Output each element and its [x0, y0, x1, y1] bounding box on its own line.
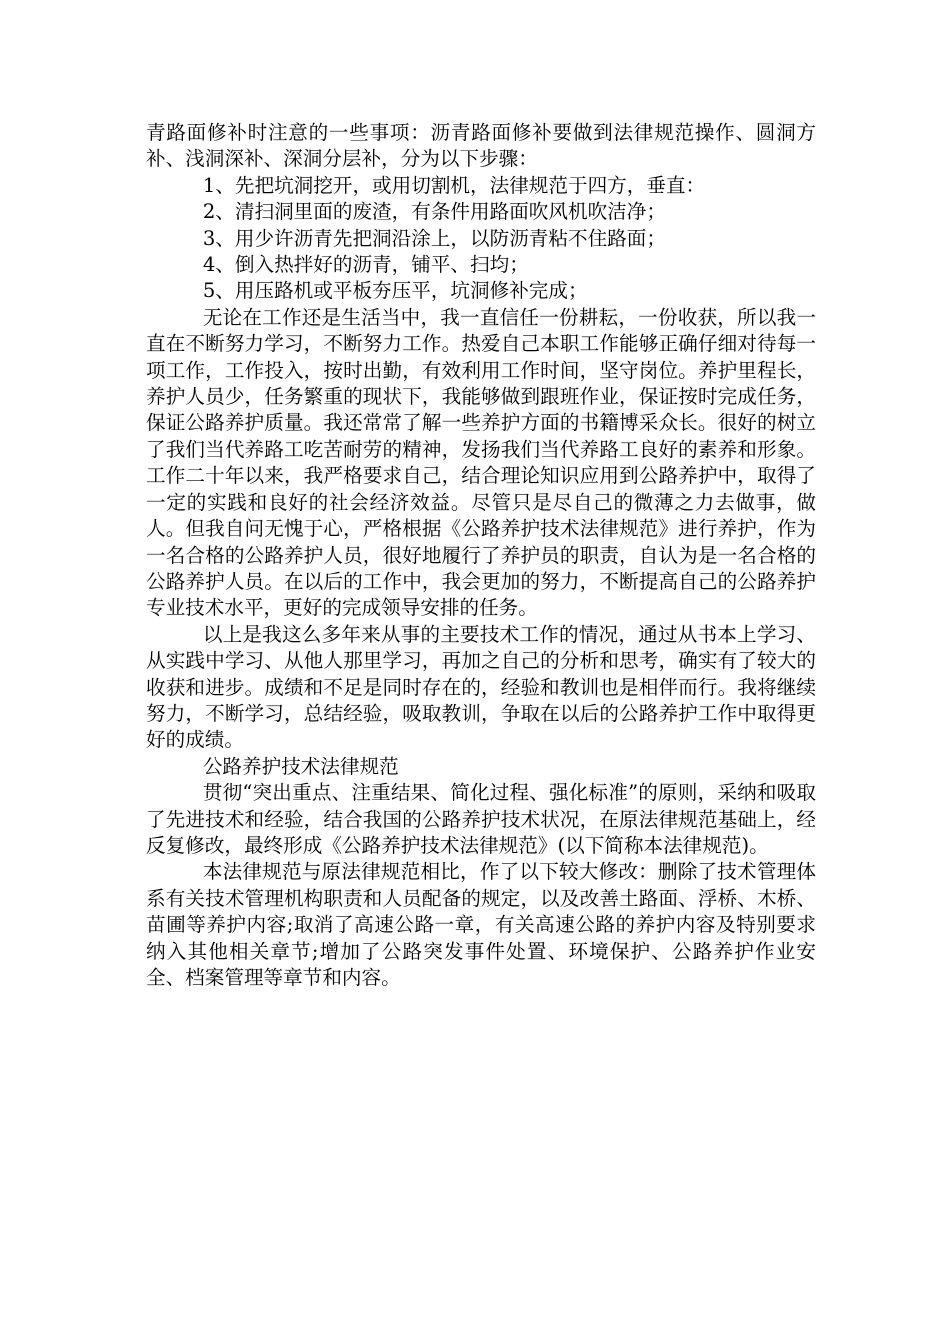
paragraph-principles: 贯彻“突出重点、注重结果、简化过程、强化标准”的原则，采纳和吸取了先进技术和经验，结合我国的公路养护技术状况，在原法律规范基础上，经反复修改，最终形成《公路养护技术法律规范》(以下简称本法律规范)。: [146, 781, 816, 857]
document-body: [146, 120, 816, 991]
step-5: 5、用压路机或平板夯压平，坑洞修补完成；: [202, 279, 588, 303]
paragraph-work-attitude: 无论在工作还是生活当中，我一直信任一份耕耘，一份收获，所以我一直在不断努力学习，不断努力工作。热爱自己本职工作能够正确仔细对待每一项工作，工作投入，按时出勤，有效利用工作时间，坚守岗位。养护里程长，养护人员少，任务繁重的现状下，我能够做到跟班作业，保证按时完成任务，保证公路养护质量。我还常常了解一些养护方面的书籍博采众长。很好的树立了我们当代养路工吃苦耐劳的精神，发扬我们当代养路工良好的素养和形象。工作二十年以来，我严格要求自己，结合理论知识应用到公路养护中，取得了一定的实践和良好的社会经济效益。尽管只是尽自己的微薄之力去做事，做人。但我自问无愧于心，严格根据《公路养护技术法律规范》进行养护，作为一名合格的公路养护人员，很好地履行了养护员的职责，自认为是一名合格的公路养护人员。在以后的工作中，我会更加的努力，不断提高自己的公路养护专业技术水平，更好的完成领导安排的任务。: [146, 305, 816, 620]
paragraph-revisions: 本法律规范与原法律规范相比，作了以下较大修改：删除了技术管理体系有关技术管理机构职责和人员配备的规定，以及改善土路面、浮桥、木桥、苗圃等养护内容;取消了高速公路一章，有关高速公路的养护内容及特别要求纳入其他相关章节;增加了公路突发事件处置、环境保护、公路养护作业安全、档案管理等章节和内容。: [146, 860, 816, 989]
paragraph-repair-notes: 青路面修补时注意的一些事项：沥青路面修补要做到法律规范操作、圆洞方补、浅洞深补、深洞分层补，分为以下步骤：: [146, 121, 816, 171]
section-heading: 公路养护技术法律规范: [202, 754, 399, 778]
step-4: 4、倒入热拌好的沥青，铺平、扫均；: [202, 253, 529, 277]
step-1: 1、先把坑洞挖开，或用切割机，法律规范于四方，垂直：: [202, 173, 706, 197]
step-3: 3、用少许沥青先把洞沿涂上，以防沥青粘不住路面；: [202, 226, 666, 250]
paragraph-summary: 以上是我这么多年来从事的主要技术工作的情况，通过从书本上学习、从实践中学习、从他人那里学习，再加之自己的分析和思考，确实有了较大的收获和进步。成绩和不足是同时存在的，经验和教训也是相伴而行。我将继续努力，不断学习，总结经验，吸取教训，争取在以后的公路养护工作中取得更好的成绩。: [146, 622, 816, 752]
step-2: 2、清扫洞里面的废渣，有条件用路面吹风机吹洁净；: [202, 200, 666, 224]
